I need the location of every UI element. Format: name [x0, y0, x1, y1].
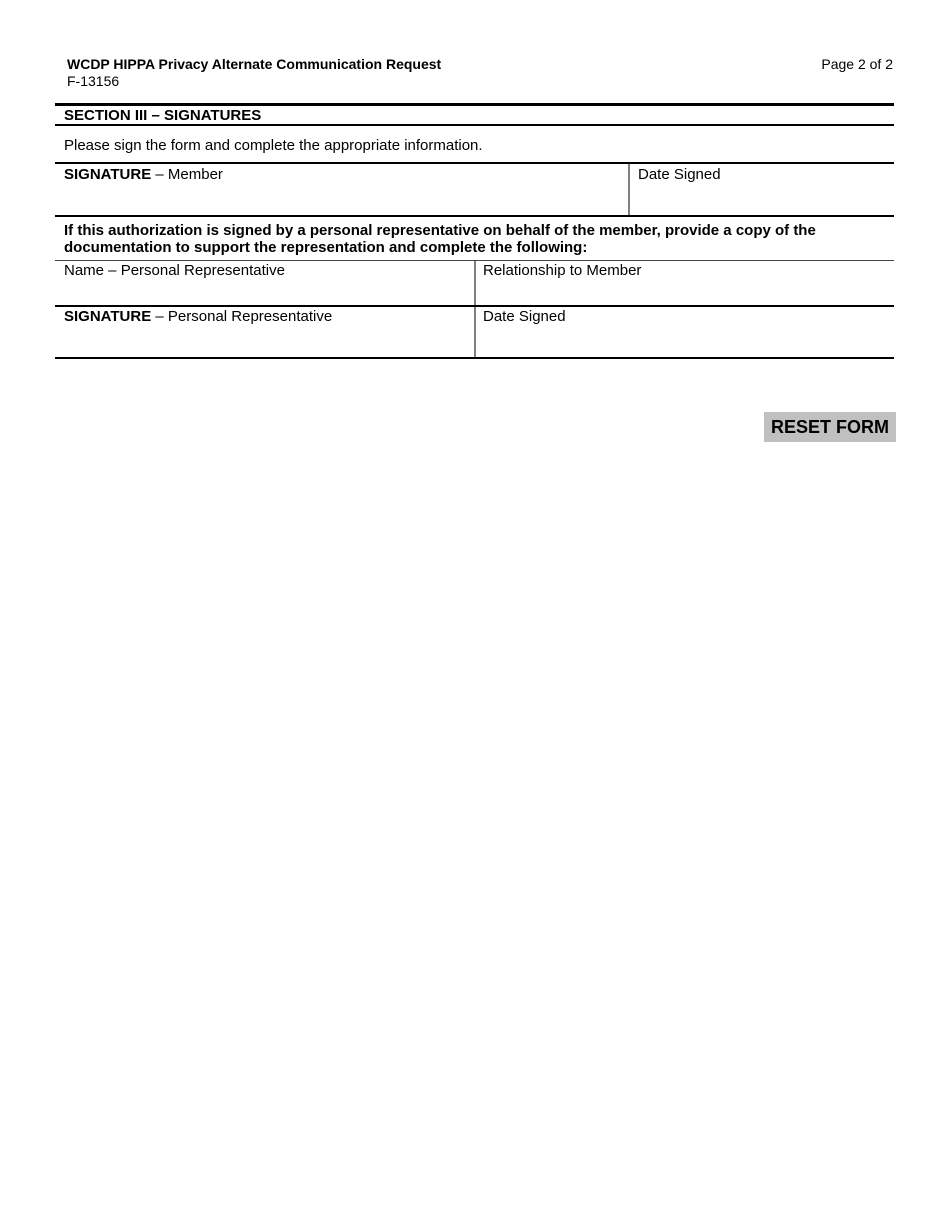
page-number: Page 2 of 2 — [821, 56, 893, 72]
rep-notice-line1: If this authorization is signed by a personal representative on behalf of the member, provide a copy of the — [64, 222, 816, 239]
member-date-signed-field[interactable]: Date Signed — [638, 166, 721, 183]
form-title: WCDP HIPPA Privacy Alternate Communication Request — [67, 56, 442, 72]
member-signature-label: – Member — [151, 166, 223, 183]
rep-notice-line2: documentation to support the representation and complete the following: — [64, 239, 588, 256]
rep-name-field[interactable]: Name – Personal Representative — [64, 262, 285, 279]
divider — [55, 357, 894, 359]
divider — [55, 162, 894, 164]
rep-date-signed-field[interactable]: Date Signed — [483, 308, 566, 325]
rep-signature-label: – Personal Representative — [151, 308, 333, 325]
rep-signature-label-bold: SIGNATURE — [64, 308, 152, 325]
member-signature-label-bold: SIGNATURE — [64, 166, 152, 183]
divider — [55, 103, 894, 106]
rep-signature-field[interactable] — [64, 308, 332, 325]
divider — [55, 124, 894, 126]
form-number: F-13156 — [67, 73, 120, 89]
divider — [55, 305, 894, 307]
reset-form-button[interactable]: RESET FORM — [764, 412, 896, 442]
section-instruction: Please sign the form and complete the appropriate information. — [64, 137, 483, 154]
divider — [474, 261, 476, 358]
divider — [55, 215, 894, 217]
divider — [628, 164, 630, 216]
rep-relationship-field[interactable]: Relationship to Member — [483, 262, 642, 279]
section-title: SECTION III – SIGNATURES — [64, 107, 262, 124]
member-signature-field[interactable] — [64, 166, 223, 183]
